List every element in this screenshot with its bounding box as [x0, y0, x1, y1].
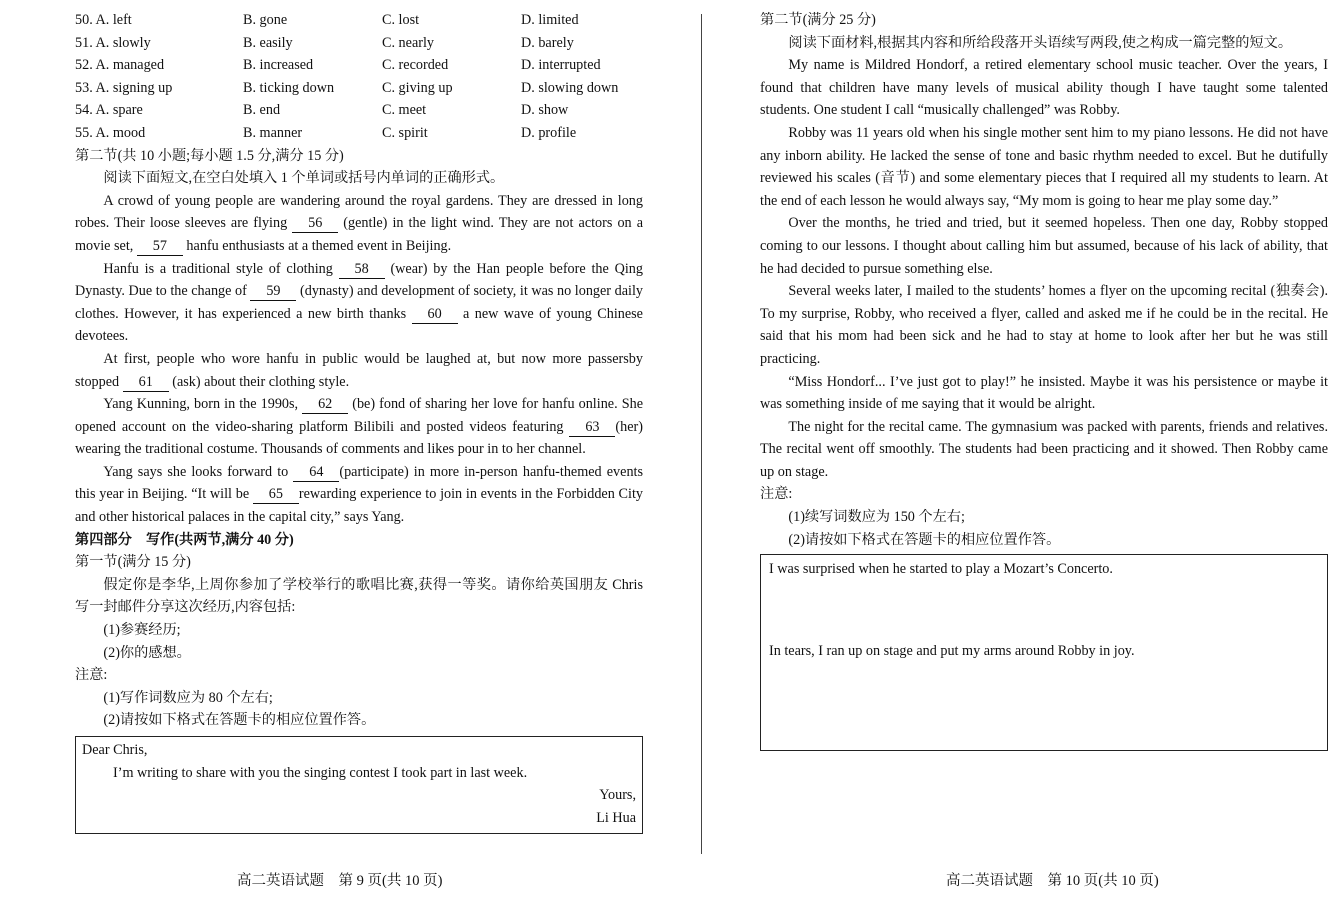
letter-greeting: Dear Chris, — [82, 742, 148, 758]
story-paragraph-5: “Miss Hondorf... I’ve just got to play!” he insisted. Maybe it was his persistence or maybe it was something inside of me saying that it would be alright. — [760, 373, 1328, 413]
note-2: (2)请按如下格式在答题卡的相应位置作答。 — [103, 712, 376, 729]
box-opening-line-1: I was surprised when he started to play a Mozart’s Concerto. — [769, 561, 1113, 578]
options-list — [75, 9, 643, 145]
passage-paragraph-4: Yang Kunning, born in the 1990s, 62 (be) fond of sharing her love for hanfu online. She opened account on the video-sharing platform Bilibili and posted videos featuring 63 (her) wearing the traditional costume. Thousands of comments and likes pour in to her channel. — [75, 396, 643, 458]
blank-62: 62 — [302, 396, 348, 414]
option-row: 50. A. left B. gone C. lost D. limited — [75, 12, 579, 28]
note-2: (2)请按如下格式在答题卡的相应位置作答。 — [788, 531, 1061, 548]
blank-61: 61 — [123, 374, 169, 392]
continuation-answer-box — [760, 554, 1328, 751]
option-row: 52. A. managed B. increased C. recorded D. interrupted — [75, 57, 601, 74]
option-row: 53. A. signing up B. ticking down C. giving up D. slowing down — [75, 79, 619, 96]
page-footer-left: 高二英语试题 第 9 页(共 10 页) — [237, 873, 443, 889]
note-label: 注意: — [760, 486, 793, 503]
option-row: 51. A. slowly B. easily C. nearly D. barely — [75, 34, 574, 51]
page-divider — [701, 14, 702, 854]
right-page — [760, 9, 1328, 751]
passage-paragraph-1: A crowd of young people are wandering around the royal gardens. They are dressed in long robes. Their loose sleeves are flying 56 (gentle) in the light wind. They are not actors on a movie set, 57 hanfu enthusiasts at a themed event in Beijing. — [75, 192, 644, 254]
prompt-item-2: (2)你的感想。 — [103, 644, 191, 661]
part4-heading: 第四部分 写作(共两节,满分 40 分) — [75, 531, 294, 548]
story-paragraph-1: My name is Mildred Hondorf, a retired elementary school music teacher. Over the years, I found that children have many levels of musical ability though I have taught some talented students. One student I call “musically challenged” was Robby. — [760, 57, 1328, 119]
story-paragraph-3: Over the months, he tried and tried, but it seemed hopeless. Then one day, Robby stopped coming to our lessons. I thought about calling him but assumed, because of his lack of ability, that he had decided to pursue something else. — [760, 215, 1328, 277]
option-row: 54. A. spare B. end C. meet D. show — [75, 102, 569, 119]
passage-paragraph-3: At first, people who wore hanfu in public would be laughed at, but now more passersby stopped 61 (ask) about their clothing style. — [75, 350, 643, 390]
continuation-section-heading: 第二节(满分 25 分) — [760, 12, 876, 28]
passage-paragraph-5: Yang says she looks forward to 64 (participate) in more in-person hanfu-themed events this year in Beijing. “It will be 65 rewarding experience to join in events in the Forbidden City and other historical palaces in the capital city,” says Yang. — [75, 463, 643, 526]
letter-signature: Li Hua — [596, 809, 636, 826]
box-opening-line-2: In tears, I ran up on stage and put my arms around Robby in joy. — [769, 643, 1135, 660]
page-footer-right: 高二英语试题 第 10 页(共 10 页) — [946, 873, 1159, 889]
left-page — [75, 9, 643, 834]
part4-section1-prompt: 假定你是李华,上周你参加了学校举行的歌唱比赛,获得一等奖。请你给英国朋友 Chris 写一封邮件分享这次经历,内容包括: — [75, 576, 643, 616]
letter-closing: Yours, — [599, 787, 636, 804]
blank-59: 59 — [250, 283, 296, 301]
story-paragraph-6: The night for the recital came. The gymnasium was packed with parents, friends and relatives. The recital went off smoothly. The students had been practicing and it showed. Then Robby came up on stage. — [760, 418, 1328, 480]
story-paragraph-2: Robby was 11 years old when his single mother sent him to my piano lessons. He did not have any inborn ability. He lacked the sense of tone and basic rhythm needed to excel. But he dutifully reviewed his scales (音节) and some elementary pieces that I required all my students to learn. At the end of each lesson he would always say, “My mom is going to hear me play some day.” — [760, 124, 1328, 209]
part4-section1-heading: 第一节(满分 15 分) — [75, 554, 191, 571]
prompt-item-1: (1)参赛经历; — [103, 622, 181, 639]
blank-56: 56 — [292, 215, 338, 233]
option-row: 55. A. mood B. manner C. spirit D. profile — [75, 124, 577, 141]
section2-instruction: 阅读下面短文,在空白处填入 1 个单词或括号内单词的正确形式。 — [103, 170, 505, 187]
note-1: (1)续写词数应为 150 个左右; — [788, 509, 965, 526]
letter-answer-box — [75, 736, 643, 834]
story-paragraph-4: Several weeks later, I mailed to the students’ homes a flyer on the upcoming recital (独奏会). To my surprise, Robby, who received a flyer, called and asked me if he could be in the recital. He said that his mom had been sick and he had to stay at home to look after her but he was still practicing. — [760, 283, 1328, 367]
letter-opening: I’m writing to share with you the singing contest I took part in last week. — [113, 764, 528, 781]
section2-heading: 第二节(共 10 小题;每小题 1.5 分,满分 15 分) — [75, 147, 344, 164]
blank-57: 57 — [137, 238, 183, 256]
blank-60: 60 — [412, 306, 458, 324]
blank-65: 65 — [253, 486, 299, 504]
continuation-instruction: 阅读下面材料,根据其内容和所给段落开头语续写两段,使之构成一篇完整的短文。 — [788, 34, 1293, 51]
blank-64: 64 — [293, 464, 339, 482]
note-1: (1)写作词数应为 80 个左右; — [103, 689, 273, 706]
blank-58: 58 — [339, 261, 385, 279]
passage-paragraph-2: Hanfu is a traditional style of clothing 58 (wear) by the Han people before the Qing Dynasty. Due to the change of 59 (dynasty) and development of society, it was no longer daily clothes. However, it has experienced a new birth thanks 60 a new wave of young Chinese devotees. — [75, 260, 643, 345]
note-label: 注意: — [75, 667, 108, 684]
blank-63: 63 — [569, 419, 615, 437]
